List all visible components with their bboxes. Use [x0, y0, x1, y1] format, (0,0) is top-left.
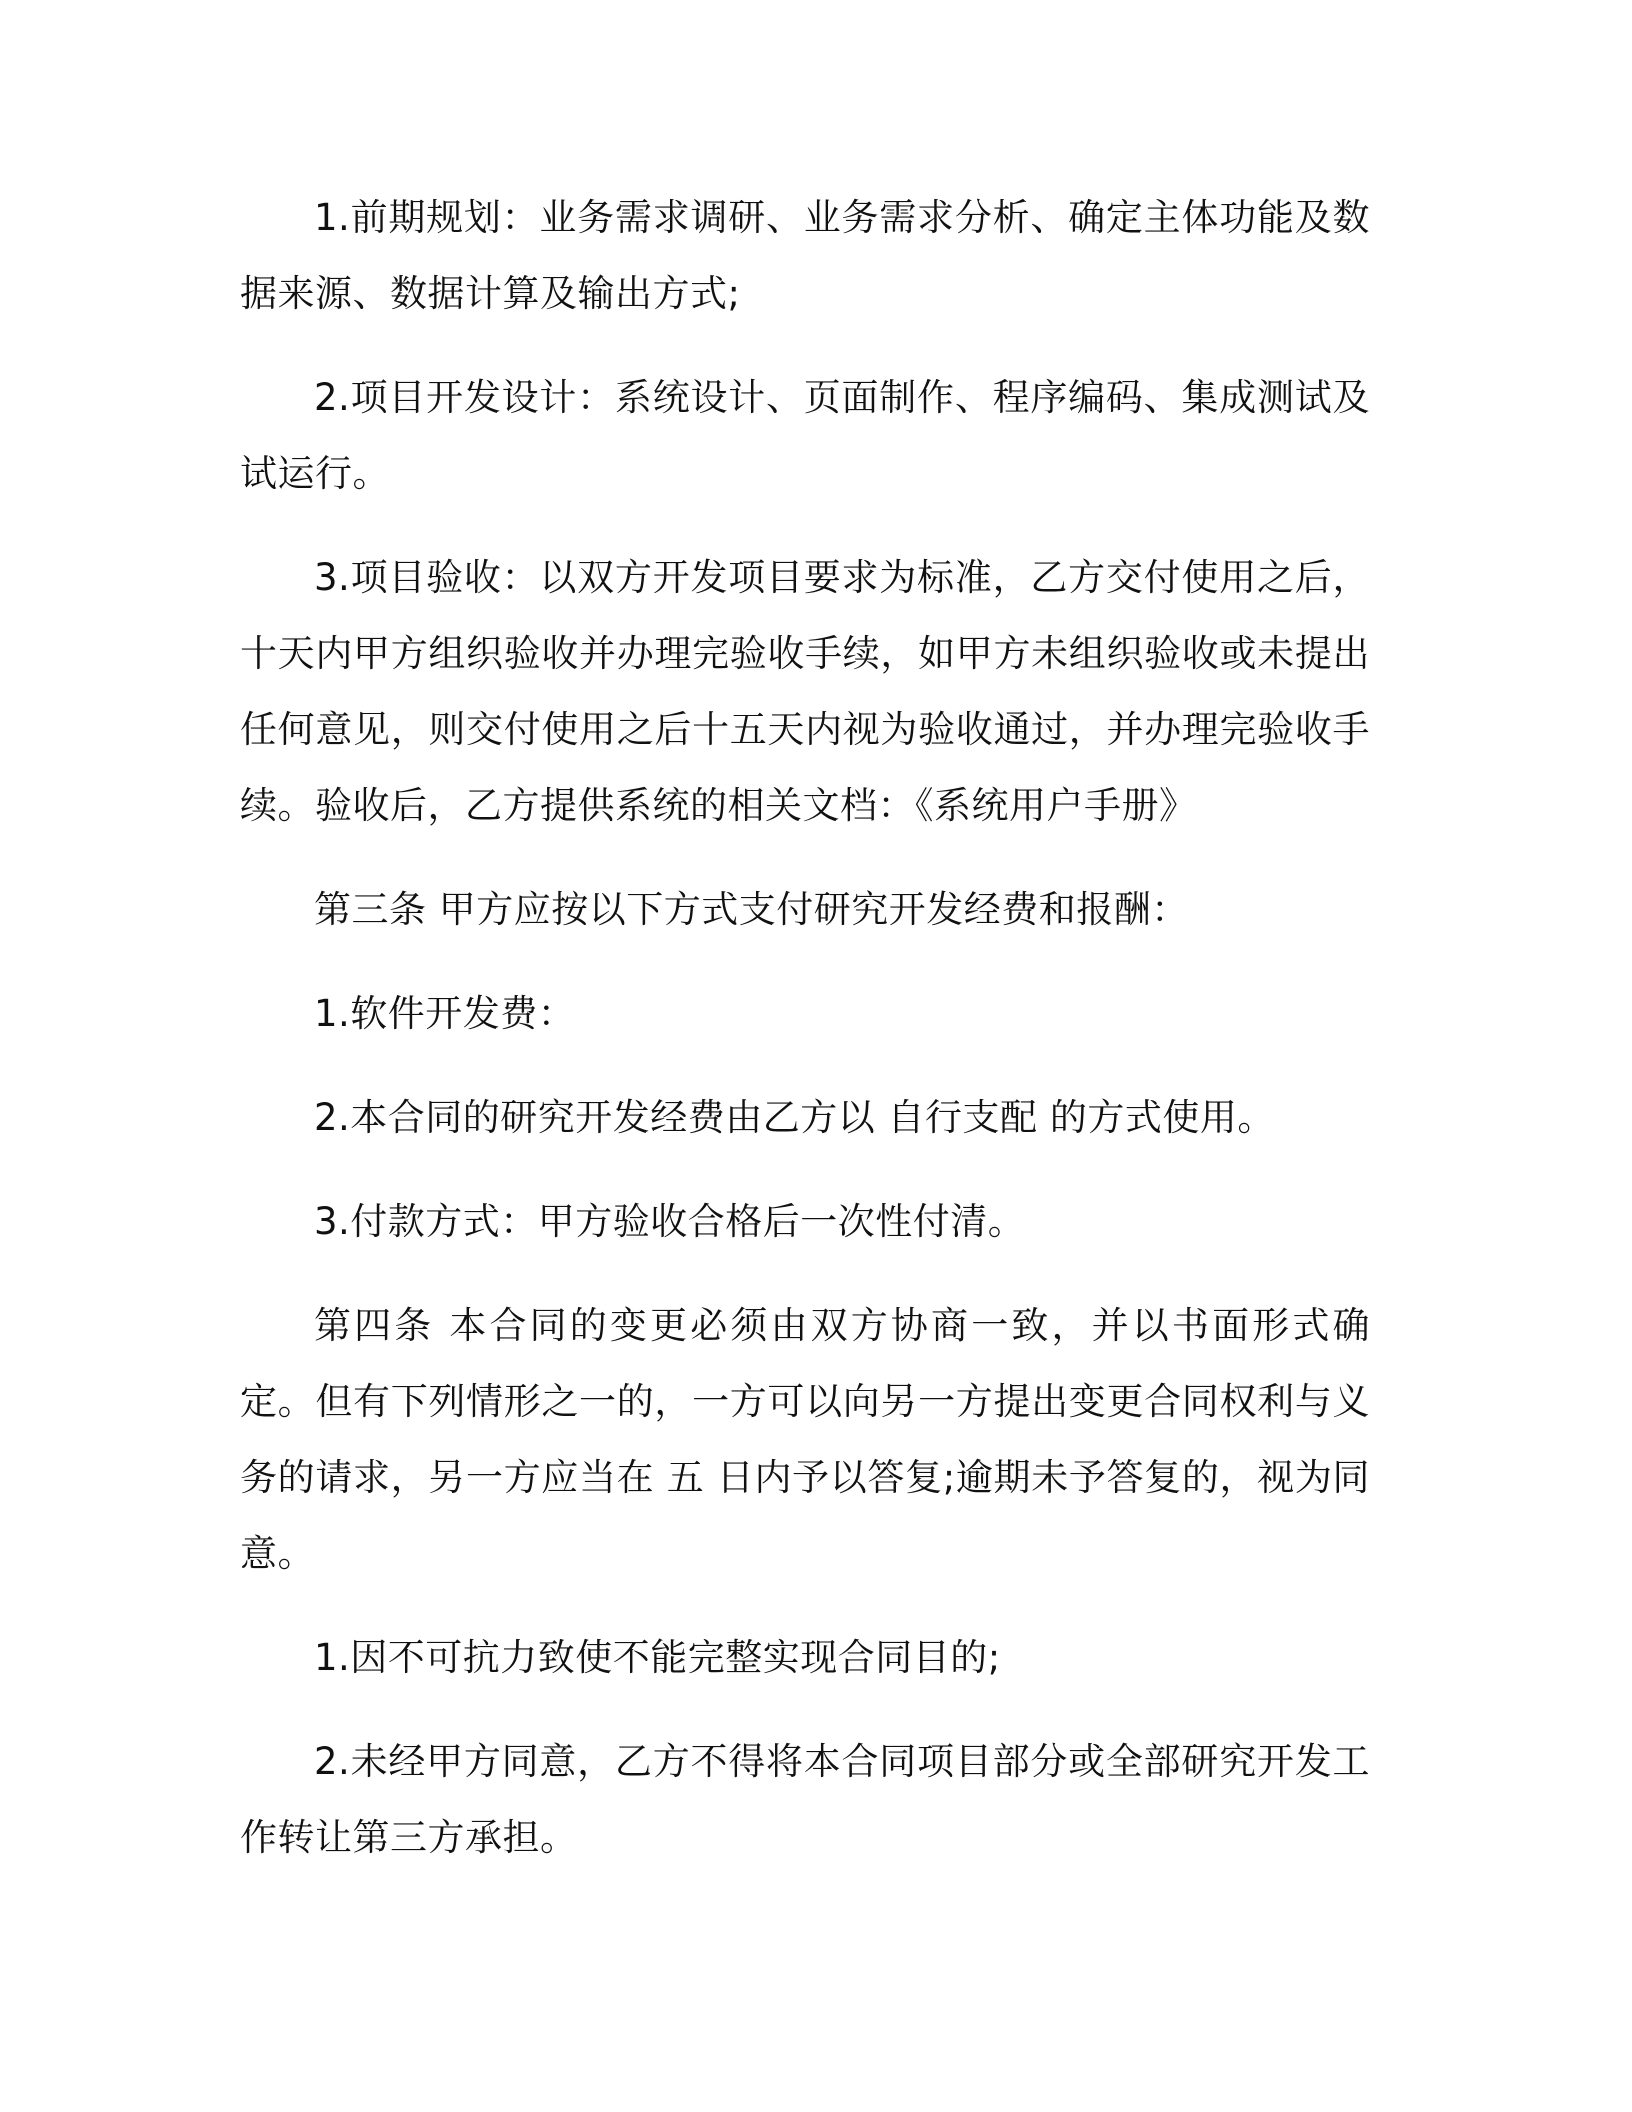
paragraph-funding-usage: 2.本合同的研究开发经费由乙方以 自行支配 的方式使用。	[314, 1096, 1275, 1139]
article-four-paragraph: 第四条 本合同的变更必须由双方协商一致，并以书面形式确定。但有下列情形之一的，一方可以向另一方提出变更合同权利与义务的请求，另一方应当在 五 日内予以答复;逾期未予答复的，视为同意。	[240, 1304, 1370, 1575]
document-body	[240, 180, 1370, 1904]
paragraph-force-majeure: 1.因不可抗力致使不能完整实现合同目的;	[314, 1636, 1001, 1679]
paragraph-acceptance: 3.项目验收：以双方开发项目要求为标准，乙方交付使用之后，十天内甲方组织验收并办理完验收手续，如甲方未组织验收或未提出任何意见，则交付使用之后十五天内视为验收通过，并办理完验收手续。验收后，乙方提供系统的相关文档：《系统用户手册》	[240, 556, 1370, 827]
paragraph-payment-method: 3.付款方式：甲方验收合格后一次性付清。	[314, 1200, 1026, 1243]
paragraph-development-design: 2.项目开发设计：系统设计、页面制作、程序编码、集成测试及试运行。	[240, 376, 1370, 495]
article-three-heading: 第三条 甲方应按以下方式支付研究开发经费和报酬：	[314, 888, 1189, 931]
paragraph-no-transfer: 2.未经甲方同意，乙方不得将本合同项目部分或全部研究开发工作转让第三方承担。	[240, 1740, 1370, 1859]
paragraph-software-fee: 1.软件开发费：	[314, 992, 576, 1035]
paragraph-planning: 1.前期规划：业务需求调研、业务需求分析、确定主体功能及数据来源、数据计算及输出方式;	[240, 196, 1370, 315]
